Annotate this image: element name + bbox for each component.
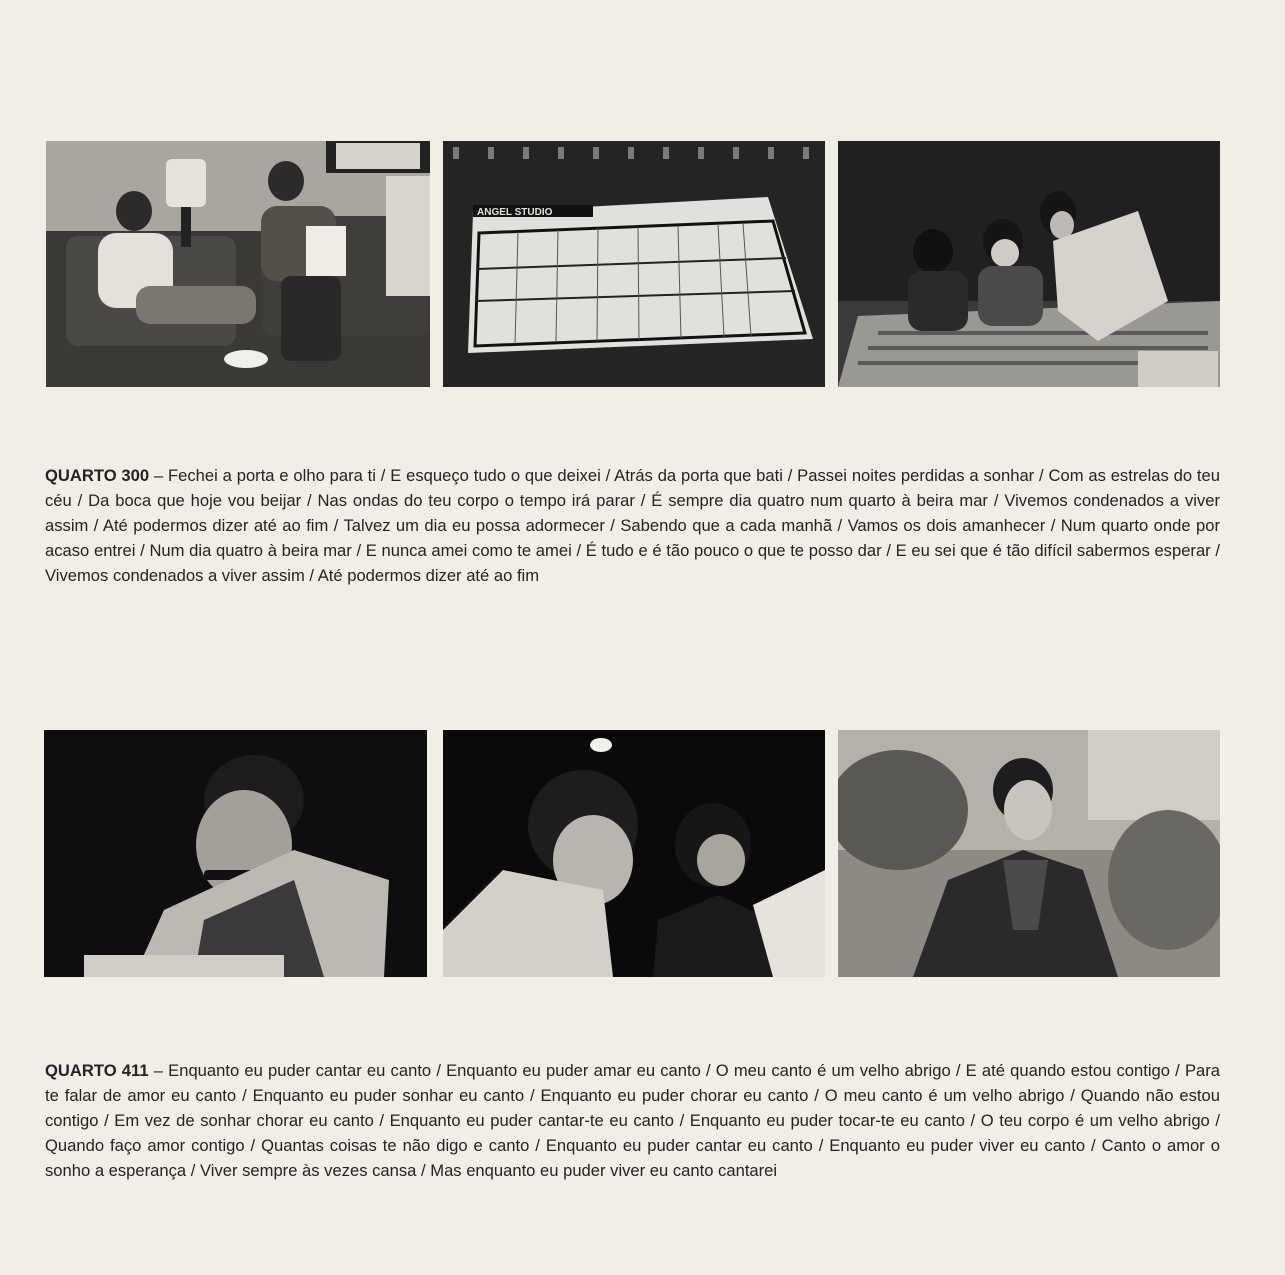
- photo-studio-sheet: [443, 141, 825, 387]
- photo-studio-track-sheet: [443, 141, 825, 387]
- song-lyrics-quarto-300: – Fechei a porta e olho para ti / E esqueço tudo o que deixei / Atrás da porta que bati / Passei noites perdidas a sonhar / Com as estrelas do teu céu / Da boca que hoje vou beijar / Nas ondas do teu corpo o tempo irá parar / É sempre dia quatro num quarto à beira mar / Vivemos condenados a viver assim / Até podermos dizer até ao fim / Talvez um dia eu possa adormecer / Sabendo que a cada manhã / Vamos os dois amanhecer / Num quarto onde por acaso entrei / Num dia quatro à beira mar / E nunca amei como te amei / É tudo e é tão pouco o que te posso dar / E eu sei que é tão difícil sabermos esperar / Vivemos condenados a viver assim / Até podermos dizer até ao fim: [45, 466, 1220, 585]
- photo-man-outdoors-jacket: [838, 730, 1220, 977]
- song-title-quarto-300: QUARTO 300: [45, 466, 150, 485]
- photo-two-men-reading: [46, 141, 430, 387]
- song-title-quarto-411: QUARTO 411: [45, 1061, 149, 1080]
- song-lyrics-quarto-411: – Enquanto eu puder cantar eu canto / Enquanto eu puder amar eu canto / O meu canto é um velho abrigo / E até quando estou contigo / Para te falar de amor eu canto / Enquanto eu puder sonhar eu canto / Enquanto eu puder chorar eu canto / O meu canto é um velho abrigo / Quando não estou contigo / Em vez de sonhar chorar eu canto / Enquanto eu puder cantar-te eu canto / Enquanto eu puder tocar-te eu canto / O teu corpo é um velho abrigo / Quando faço amor contigo / Quantas coisas te não digo e canto / Enquanto eu puder cantar eu canto / Enquanto eu puder viver eu canto / Canto o amor o sonho a esperança / Viver sempre às vezes cansa / Mas enquanto eu puder viver eu canto cantarei: [45, 1061, 1221, 1180]
- photo-man-piano: [44, 730, 427, 977]
- photo-duet: [443, 730, 825, 977]
- photo-mixing-console: [838, 141, 1220, 387]
- studio-sheet-label: ANGEL STUDIO: [477, 207, 553, 218]
- song-quarto-411: [45, 1058, 1220, 1183]
- photo-two-men-reading-on-sofa: [46, 141, 430, 387]
- photo-mustached-man-at-piano: [44, 730, 427, 977]
- photo-man-and-woman-singing: [443, 730, 825, 977]
- photo-man-outdoors: [838, 730, 1220, 977]
- photo-three-men-at-mixing-console: [838, 141, 1220, 387]
- song-quarto-300: [45, 463, 1220, 588]
